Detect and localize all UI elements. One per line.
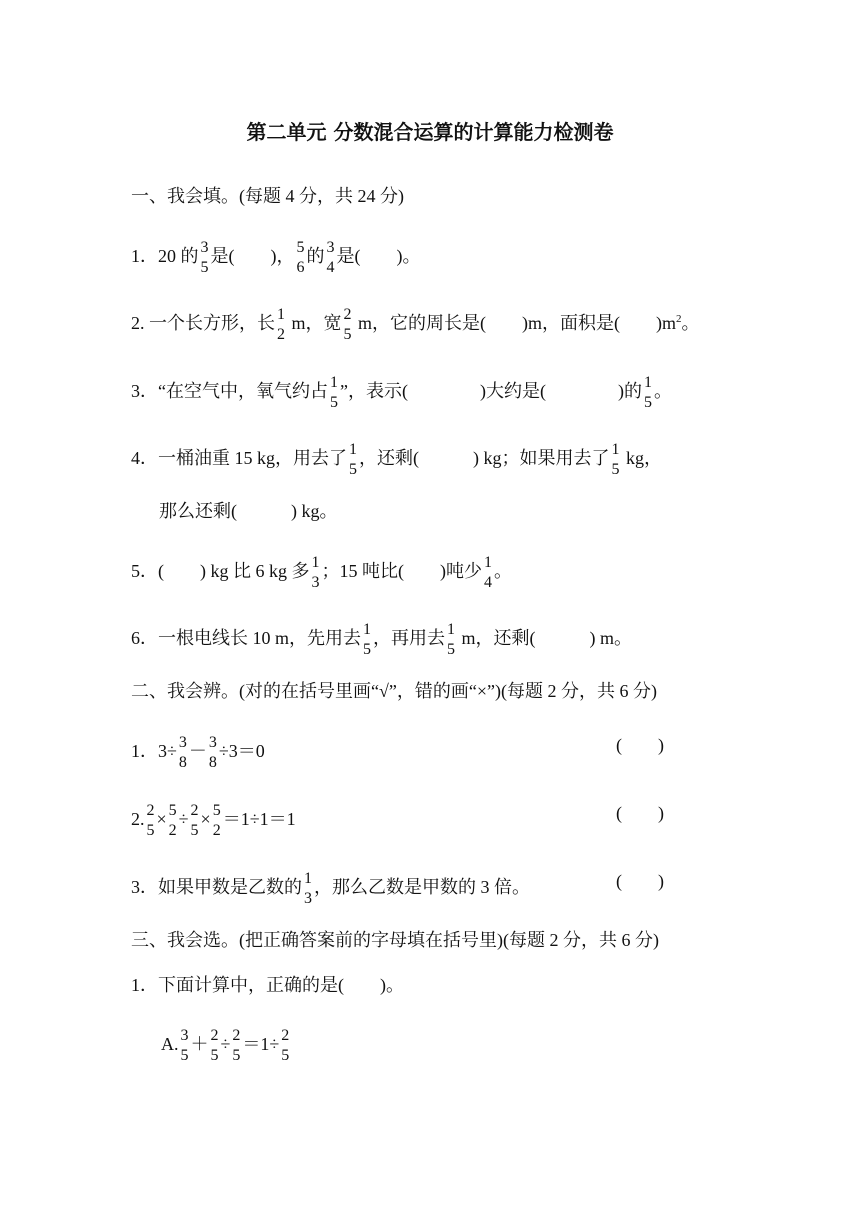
question-2-1: 1．3÷ 3 8 － 3 8 ÷3＝0 — [131, 734, 265, 771]
fraction: 1 5 — [611, 441, 620, 478]
question-1-5: 5．( ) kg 比 6 kg 多 1 3 ；15 吨比( )吨少 1 4 。 — [131, 554, 512, 591]
question-1-3: 3．“在空气中，氧气约占 1 5 ”，表示( )大约是( )的 1 5 。 — [131, 374, 672, 411]
fraction: 3 4 — [326, 239, 335, 276]
fraction: 1 5 — [643, 374, 652, 411]
fraction: 2 5 — [281, 1027, 290, 1064]
question-3-1: 1．下面计算中，正确的是( )。 — [131, 975, 404, 995]
fraction: 1 5 — [447, 621, 455, 658]
fraction: 3 8 — [178, 734, 187, 771]
fraction: 1 5 — [330, 374, 338, 411]
question-2-3: 3．如果甲数是乙数的 1 3 ，那么乙数是甲数的 3 倍。 — [131, 870, 530, 907]
fraction: 5 2 — [212, 802, 221, 839]
answer-parentheses[interactable]: ( ) — [616, 871, 664, 891]
question-1-4-continued: 那么还剩( ) kg。 — [159, 501, 338, 521]
fraction: 1 5 — [349, 441, 357, 478]
question-2-2: 2. 2 5 × 5 2 ÷ 2 5 × 5 2 ＝1÷1＝1 — [131, 802, 296, 839]
fraction: 1 3 — [311, 554, 320, 591]
fraction: 3 8 — [208, 734, 217, 771]
fraction: 2 5 — [343, 306, 352, 343]
fraction: 5 6 — [296, 239, 305, 276]
fraction: 2 5 — [146, 802, 155, 839]
question-1-6: 6．一根电线长 10 m，先用去 1 5 ，再用去 1 5 m，还剩( ) m。 — [131, 621, 632, 658]
fraction: 2 5 — [190, 802, 199, 839]
fraction: 1 5 — [363, 621, 371, 658]
fraction: 2 5 — [210, 1027, 219, 1064]
fraction: 2 5 — [232, 1027, 241, 1064]
answer-parentheses[interactable]: ( ) — [616, 803, 664, 823]
fraction: 3 5 — [180, 1027, 189, 1064]
option-a: A. 3 5 ＋ 2 5 ÷ 2 5 ＝1÷ 2 5 — [161, 1027, 290, 1064]
question-1-4: 4．一桶油重 15 kg，用去了 1 5 ，还剩( ) kg；如果用去了 1 5 kg， — [131, 441, 662, 478]
fraction: 5 2 — [168, 802, 177, 839]
page-title: 第二单元 分数混合运算的计算能力检测卷 — [246, 120, 614, 144]
section-1-heading: 一、我会填。(每题 4 分，共 24 分) — [131, 186, 404, 206]
section-2-heading: 二、我会辨。(对的在括号里画“√”，错的画“×”)(每题 2 分，共 6 分) — [131, 681, 657, 701]
fraction: 1 2 — [277, 306, 285, 343]
question-1-2: 2. 一个长方形，长 1 2 m，宽 2 5 m，它的周长是( )m，面积是( )$m^2$。 — [131, 306, 700, 343]
fraction: 1 4 — [484, 554, 492, 591]
question-1-1: 1．20 的 3 5 是( )， 5 6 的 3 4 是( )。 — [131, 239, 421, 276]
fraction: 1 3 — [304, 870, 312, 907]
answer-parentheses[interactable]: ( ) — [616, 735, 664, 755]
section-3-heading: 三、我会选。(把正确答案前的字母填在括号里)(每题 2 分，共 6 分) — [131, 930, 659, 950]
fraction: 3 5 — [200, 239, 209, 276]
